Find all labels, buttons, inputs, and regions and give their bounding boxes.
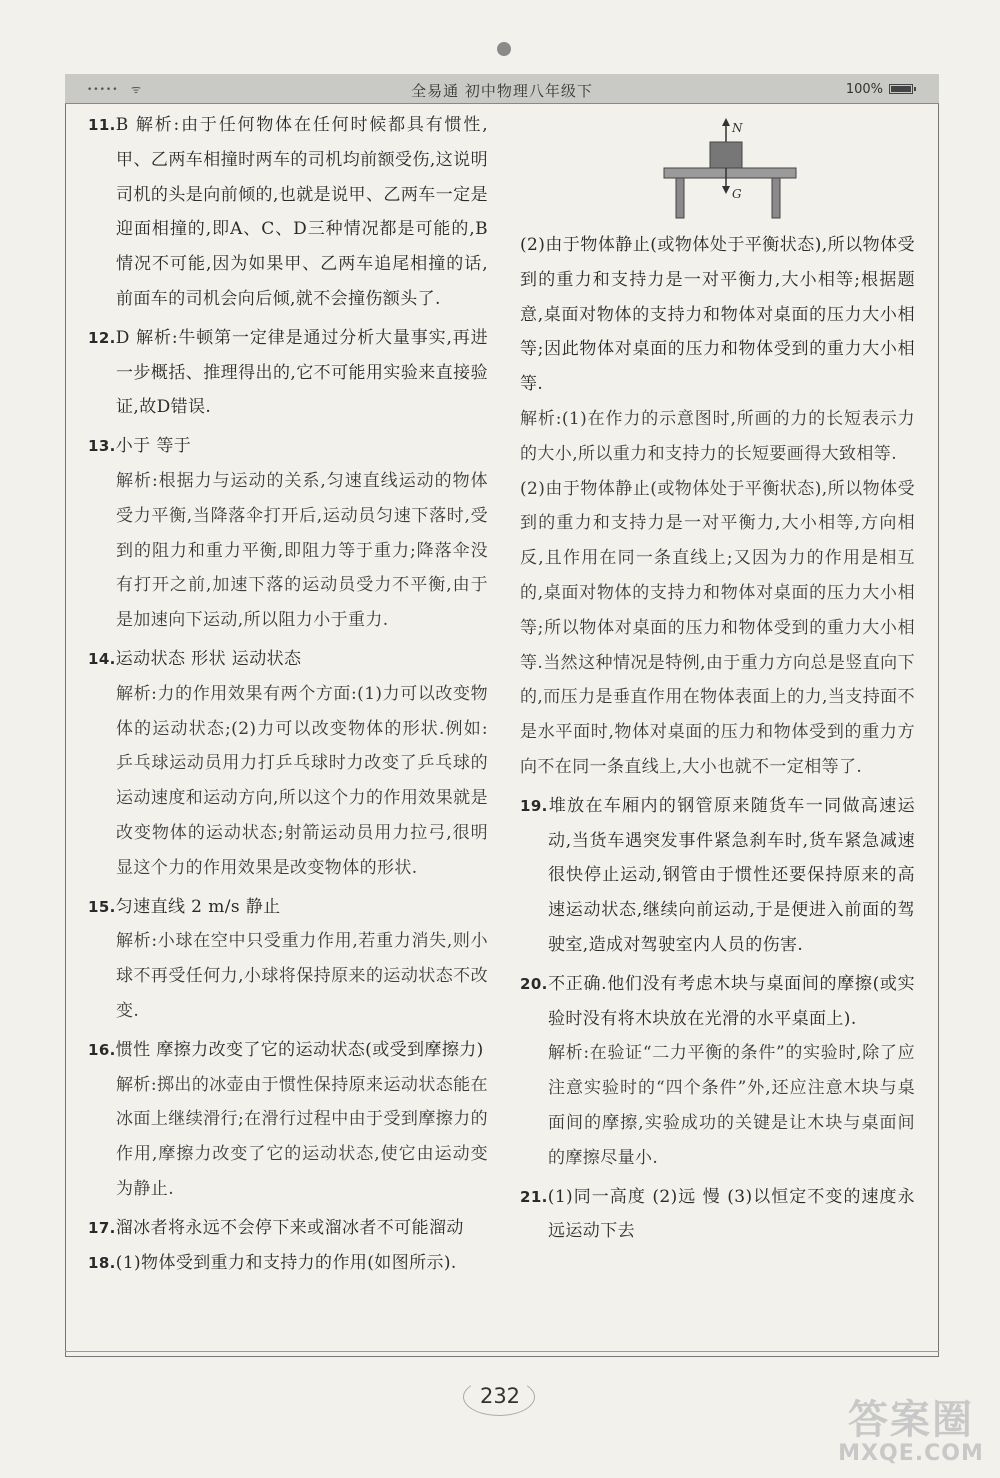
table-leg-left (676, 178, 684, 218)
block (710, 142, 742, 168)
analysis-20: 解析:在验证“二力平衡的条件”的实验时,除了应注意实验时的“四个条件”外,还应注意木块与桌面间的摩擦,实验成功的关键是让木块与桌面间的摩擦尽量小. (548, 1043, 915, 1168)
support-arrowhead (722, 118, 730, 126)
label-n: N (732, 121, 743, 135)
answer-18: 18.(1)物体受到重力和支持力的作用(如图所示). (88, 1252, 457, 1273)
watermark-url: MXQE.COM (838, 1441, 984, 1466)
answer-21: 21.(1)同一高度 (2)远 慢 (3)以恒定不变的速度永远运动下去 (520, 1186, 915, 1242)
left-column (88, 108, 488, 1280)
bottom-divider (65, 1351, 939, 1352)
analysis-16: 解析:掷出的冰壶由于惯性保持原来运动状态能在冰面上继续滑行;在滑行过程中由于受到摩擦力的作用,摩擦力改变了它的运动状态,使它由运动变为静止. (116, 1074, 488, 1199)
answer-15: 15.匀速直线 2 m/s 静止 (88, 896, 281, 917)
analysis-18-part1: 解析:(1)在作力的示意图时,所画的力的长短表示力的大小,所以重力和支持力的长短要画得大致相等. (520, 408, 915, 464)
watermark (836, 1398, 986, 1466)
battery-icon (889, 84, 913, 94)
book-title: 全易通 初中物理八年级下 (411, 82, 593, 100)
right-column (520, 228, 915, 1249)
analysis-18-part2: (2)由于物体静止(或物体处于平衡状态),所以物体受到的重力和支持力是一对平衡力,大小相等,方向相反,且作用在同一条直线上;又因为力的作用是相互的,桌面对物体的支持力和物体对桌面的压力大小相等;所以物体对桌面的压力和物体受到的重力大小相等.当然这种情况是特例,由于重力方向总是竖直向下的,而压力是垂直作用在物体表面上的力,当支持面不是水平面时,物体对桌面的压力和物体受到的重力方向不在同一条直线上,大小也就不一定相等了. (520, 478, 915, 777)
force-diagram (660, 116, 800, 220)
table-top (664, 168, 796, 178)
label-g: G (732, 187, 742, 201)
answer-16: 16.惯性 摩擦力改变了它的运动状态(或受到摩擦力) (88, 1039, 484, 1060)
answer-11: 11.B 解析:由于任何物体在任何时候都具有惯性,甲、乙两车相撞时两车的司机均前额受伤,这说明司机的头是向前倾的,也就是说甲、乙两车一定是迎面相撞的,即A、C、D三种情况都是可能的,B情况不可能,因为如果甲、乙两车追尾相撞的话,前面车的司机会向后倾,就不会撞伤额头了. (88, 115, 488, 309)
gravity-arrowhead (722, 186, 730, 194)
page-number: 232 (479, 1384, 521, 1408)
answer-20: 20.不正确.他们没有考虑木块与桌面间的摩擦(或实验时没有将木块放在光滑的水平桌面上). (520, 973, 915, 1029)
answer-17: 17.溜冰者将永远不会停下来或溜冰者不可能溜动 (88, 1217, 464, 1238)
battery-percent: 100% (845, 82, 883, 97)
analysis-14: 解析:力的作用效果有两个方面:(1)力可以改变物体的运动状态;(2)力可以改变物体的形状.例如:乒乓球运动员用力打乒乓球时力改变了乒乓球的运动速度和运动方向,所以这个力的作用效果就是改变物体的运动状态;射箭运动员用力拉弓,很明显这个力的作用效果是改变物体的形状. (116, 683, 488, 878)
answer-13: 13.小于 等于 (88, 436, 192, 457)
signal-icon: ••••• (87, 85, 119, 95)
wifi-icon: ᯤ (131, 83, 142, 96)
answer-14: 14.运动状态 形状 运动状态 (88, 648, 302, 669)
status-bar (65, 74, 939, 104)
analysis-13: 解析:根据力与运动的关系,匀速直线运动的物体受力平衡,当降落伞打开后,运动员匀速下落时,受到的阻力和重力平衡,即阻力等于重力;降落伞没有打开之前,加速下落的运动员受力不平衡,由于是加速向下运动,所以阻力小于重力. (116, 470, 488, 631)
watermark-logo: 答案圈 (848, 1397, 974, 1443)
analysis-15: 解析:小球在空中只受重力作用,若重力消失,则小球不再受任何力,小球将保持原来的运动状态不改变. (116, 931, 488, 1021)
answer-18-part2: (2)由于物体静止(或物体处于平衡状态),所以物体受到的重力和支持力是一对平衡力,大小相等;根据题意,桌面对物体的支持力和物体对桌面的压力大小相等;因此物体对桌面的压力和物体受到的重力大小相等. (520, 235, 915, 395)
table-leg-right (772, 178, 780, 218)
top-dot (497, 42, 511, 56)
answer-19: 19.堆放在车厢内的钢管原来随货车一同做高速运动,当货车遇突发事件紧急刹车时,货车紧急减速很快停止运动,钢管由于惯性还要保持原来的高速运动状态,继续向前运动,于是便进入前面的驾驶室,造成对驾驶室内人员的伤害. (520, 795, 915, 955)
answer-12: 12.D 解析:牛顿第一定律是通过分析大量事实,再进一步概括、推理得出的,它不可能用实验来直接验证,故D错误. (88, 327, 488, 418)
